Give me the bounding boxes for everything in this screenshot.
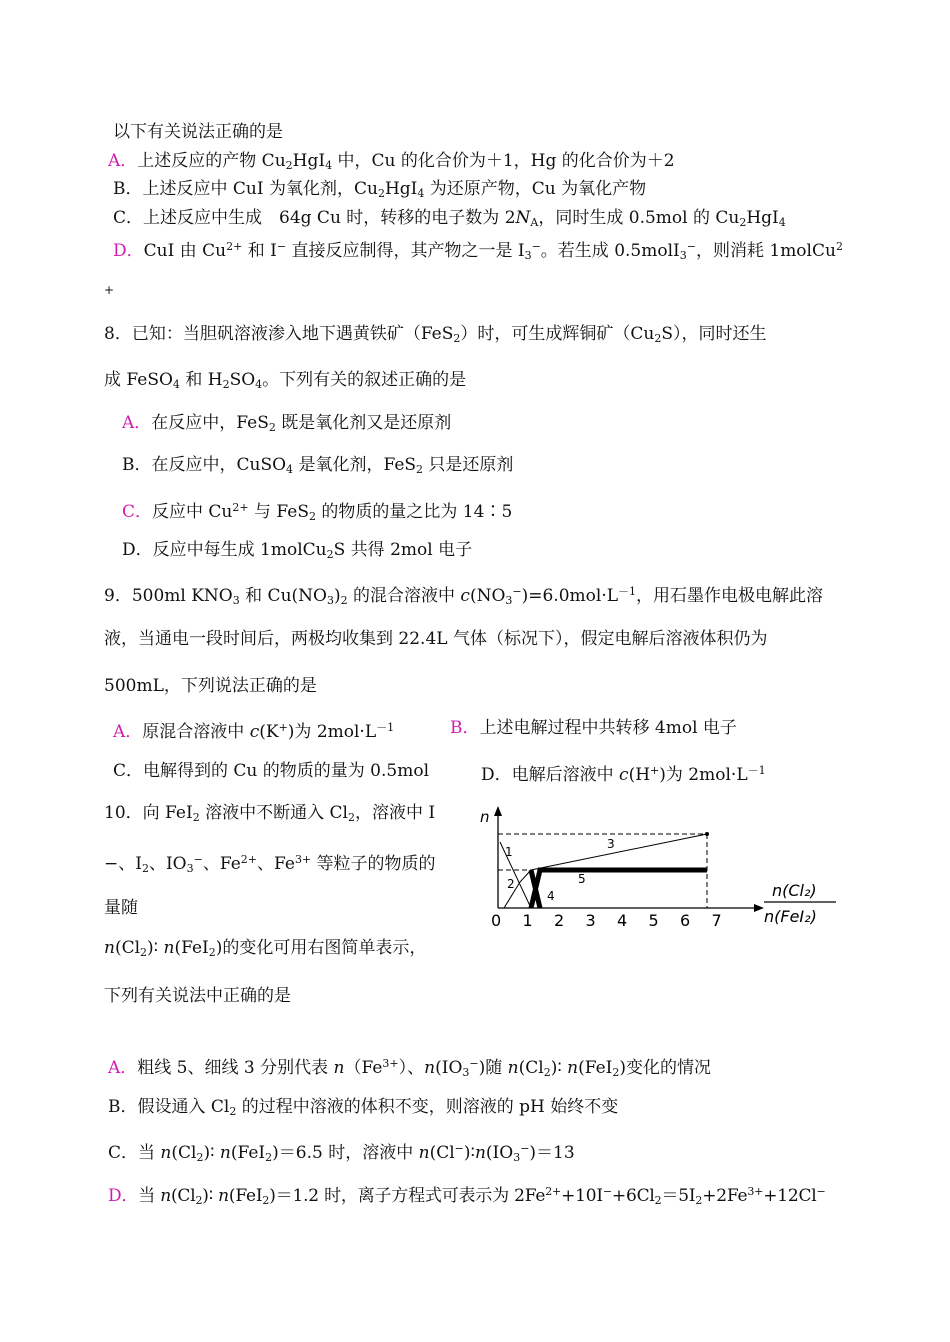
graph-x-tick-3: 3: [585, 911, 596, 930]
q10-stem-line5: 下列有关说法中正确的是: [104, 986, 291, 1006]
graph-x-tick-7: 7: [711, 911, 722, 930]
graph-curve-5: [531, 870, 707, 908]
q8-option-d: D．反应中每生成 1molCu$_2$S 共得 2mol 电子: [122, 540, 473, 561]
q7-stem: 以下有关说法正确的是: [113, 122, 283, 142]
q10-stem-line3: 量随: [104, 898, 138, 918]
q7-option-c: C．上述反应中生成 64g Cu 时，转移的电子数为 $2N_A$，同时生成 0.5mol 的 $Cu_2HgI_4$: [113, 208, 786, 229]
graph-label-5: 5: [578, 872, 586, 886]
graph-y-axis-arrow: [494, 806, 502, 816]
graph-x-tick-2: 2: [554, 911, 565, 930]
q8-option-b: B．在反应中，CuSO$_4$ 是氧化剂，FeS$_2$ 只是还原剂: [122, 455, 514, 476]
q9-option-b: B．上述电解过程中共转移 4mol 电子: [450, 718, 737, 738]
q8-option-c: C．反应中 $Cu^{2+}$ 与 FeS$_2$ 的物质的量之比为 14∶5: [122, 501, 513, 523]
q7-option-d-wrap: +: [104, 283, 115, 297]
graph-x-ticks: [491, 911, 722, 930]
graph-label-3: 3: [607, 837, 615, 851]
graph-x-tick-0: 0: [491, 911, 502, 930]
q7-option-d: D．CuI 由 $Cu^{2+}$ 和 I− 直接反应制得，其产物之一是 $I_3^-$。若生成 0.5molI$_3$−，则消耗 1molCu$^2$: [113, 240, 843, 262]
q10-option-b: B．假设通入 $Cl_2$ 的过程中溶液的体积不变，则溶液的 pH 始终不变: [108, 1097, 619, 1118]
q10-stem-line2: −、$I_2$、$IO_3^-$、$Fe^{2+}$、$Fe^{3+}$ 等粒子的物质的: [104, 853, 436, 875]
q9-option-d: D．电解后溶液中 c(H+)为 $2mol\cdot L^{-1}$: [481, 764, 766, 785]
q10-option-c: C．当 $n(Cl_2)∶$ n(FeI$_2$)＝6.5 时，溶液中 $n(Cl^-)∶n(IO_3^-)=13$: [108, 1142, 575, 1164]
q8-option-a: A．在反应中，FeS$_2$ 既是氧化剂又是还原剂: [122, 413, 452, 434]
q10-option-a: A．粗线 5、细线 3 分别代表 $n(Fe^{3+})$、$n(IO_3^-)$随 $n(Cl_2)∶$ n(FeI$_2$)变化的情况: [108, 1057, 712, 1079]
q10-option-d: D．当 $n(Cl_2)∶$ n(FeI$_2$)＝1.2 时，离子方程式可表示为 $2Fe^{2+}+10I^-+6Cl_2=5I_2+2Fe^{3+}+12Cl^-$: [108, 1185, 826, 1207]
graph-end-point: [705, 832, 709, 836]
graph-x-tick-1: 1: [522, 911, 533, 930]
q8-stem-line1: 8．已知：当胆矾溶液渗入地下遇黄铁矿（FeS$_2$）时，可生成辉铜矿$(Cu_2S)$，同时还生: [104, 324, 767, 345]
graph-curve-3: [531, 834, 707, 870]
graph-label-4: 4: [547, 889, 555, 903]
q8-stem-line2: 成 FeSO$_4$ 和 $H_2SO_4$。下列有关的叙述正确的是: [104, 370, 467, 391]
q9-stem-line2: 液，当通电一段时间后，两极均收集到 22.4L 气体（标况下），假定电解后溶液体积仍为: [104, 629, 768, 649]
graph-label-2: 2: [507, 877, 515, 891]
graph-x-label-denominator: n(FeI₂): [764, 907, 817, 926]
q10-stem-line4: $n(Cl_2)∶$ n(FeI$_2$)的变化可用右图简单表示，: [104, 938, 427, 959]
q10-stem-line1: 10．向 FeI$_2$ 溶液中不断通入 $Cl_2$，溶液中 I: [104, 803, 436, 824]
q9-stem-line3: 500mL，下列说法正确的是: [104, 676, 317, 696]
graph-x-axis-arrow: [754, 904, 764, 912]
q9-stem-line1: 9．500ml $KNO_3$ 和 $Cu(NO_3)_2$ 的混合溶液中 $c(NO_3^-)=6.0mol\cdot L^{-1}$，用石墨作电极电解此溶: [104, 585, 824, 607]
q10-graph: [474, 802, 844, 930]
graph-y-label: n: [480, 808, 490, 826]
graph-x-tick-5: 5: [648, 911, 659, 930]
q7-option-a: A．上述反应的产物 $Cu_2HgI_4$ 中，Cu 的化合价为＋1，Hg 的化合价为＋2: [108, 151, 675, 172]
q9-option-a: A．原混合溶液中 c(K+)为 $2mol\cdot L^{-1}$: [113, 721, 395, 742]
q9-option-c: C．电解得到的 Cu 的物质的量为 0.5mol: [113, 761, 430, 781]
graph-x-label-numerator: n(Cl₂): [772, 881, 817, 900]
graph-x-tick-6: 6: [680, 911, 691, 930]
graph-x-tick-4: 4: [617, 911, 628, 930]
graph-label-1: 1: [505, 845, 513, 859]
q7-option-b: B．上述反应中 CuI 为氧化剂，$Cu_2HgI_4$ 为还原产物，Cu 为氧化产物: [113, 179, 647, 200]
